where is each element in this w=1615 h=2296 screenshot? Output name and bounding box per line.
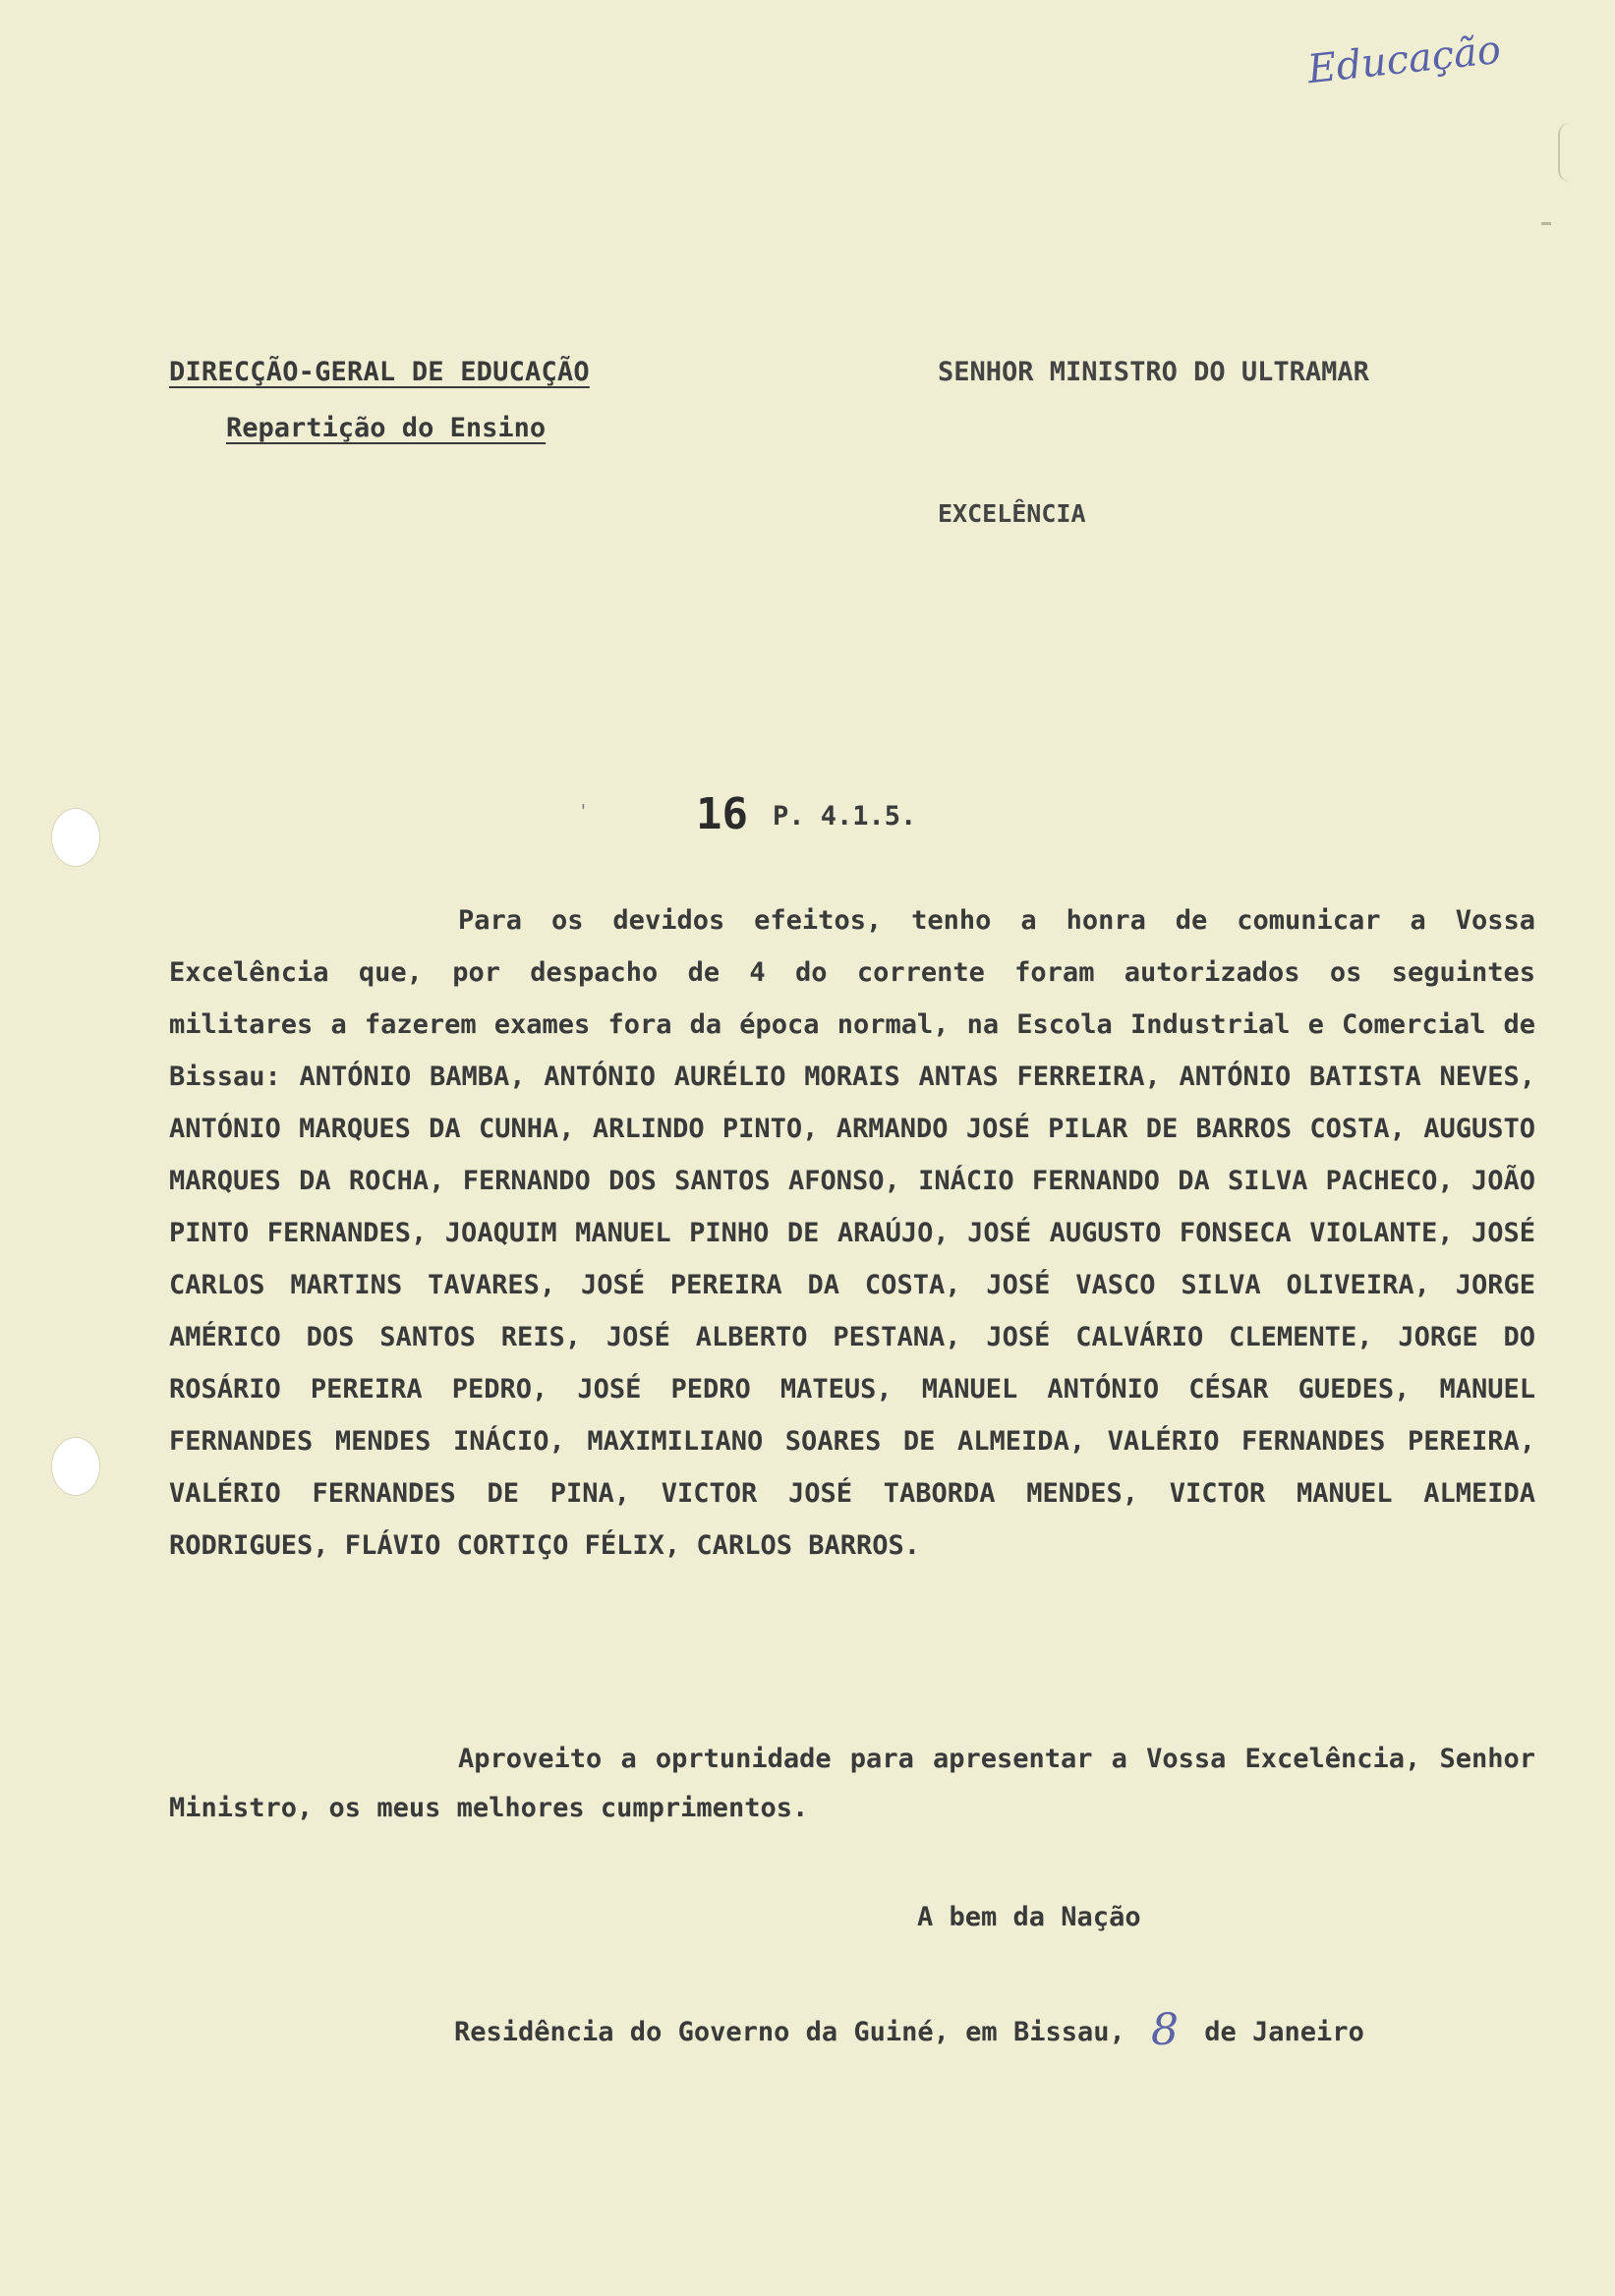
reference-tick: ' xyxy=(578,801,589,822)
paper-edge-dot xyxy=(1541,222,1551,225)
body-paragraph-1: Para os devidos efeitos, tenho a honra de comunicar a Vossa Excelência que, por despacho de 4 do corrente foram autorizados os seguintes militares a fazerem exames fora da época normal, na Escola Industrial e Comercial de Bissau: ANTÓNIO BAMBA, ANTÓNIO AURÉLIO MORAIS ANTAS FERREIRA, ANTÓNIO BATISTA NEVES, ANTÓNIO MARQUES DA CUNHA, ARLINDO PINTO, ARMANDO JOSÉ PILAR DE BARROS COSTA, AUGUSTO MARQUES DA ROCHA, FERNANDO DOS SANTOS AFONSO, INÁCIO FERNANDO DA SILVA PACHECO, JOÃO PINTO FERNANDES, JOAQUIM MANUEL PINHO DE ARAÚJO, JOSÉ AUGUSTO FONSECA VIOLANTE, JOSÉ CARLOS MARTINS TAVARES, JOSÉ PEREIRA DA COSTA, JOSÉ VASCO SILVA OLIVEIRA, JORGE AMÉRICO DOS SANTOS REIS, JOSÉ ALBERTO PESTANA, JOSÉ CALVÁRIO CLEMENTE, JORGE DO ROSÁRIO PEREIRA PEDRO, JOSÉ PEDRO MATEUS, MANUEL ANTÓNIO CÉSAR GUEDES, MANUEL FERNANDES MENDES INÁCIO, MAXIMILIANO SOARES DE ALMEIDA, VALÉRIO FERNANDES PEREIRA, VALÉRIO FERNANDES DE PINA, VICTOR JOSÉ TABORDA MENDES, VICTOR MANUEL ALMEIDA RODRIGUES, FLÁVIO CORTIÇO FÉLIX, CARLOS BARROS. xyxy=(169,905,1535,1561)
date-day-handwritten: 8 xyxy=(1151,2005,1179,2055)
date-month: de Janeiro xyxy=(1204,2017,1364,2047)
salutation: EXCELÊNCIA xyxy=(938,499,1086,528)
section-heading: Repartição do Ensino xyxy=(226,413,547,443)
addressee: SENHOR MINISTRO DO ULTRAMAR xyxy=(938,357,1369,387)
reference-code: P. 4.1.5. xyxy=(773,801,917,832)
date-line xyxy=(454,2005,1364,2055)
handwritten-annotation: Educação xyxy=(1305,27,1504,93)
date-place: Residência do Governo da Guiné, em Bissau, xyxy=(454,2017,1125,2047)
punch-hole-lower xyxy=(51,1437,100,1496)
paper-edge-mark xyxy=(1558,123,1582,182)
body-paragraph-2: Aproveito a oprtunidade para apresentar a Vossa Excelência, Senhor Ministro, os meus melhores cumprimentos. xyxy=(169,1744,1535,1823)
reference-number: 16 xyxy=(696,789,748,839)
closing-formula: A bem da Nação xyxy=(917,1902,1141,1932)
punch-hole-upper xyxy=(51,808,100,867)
department-heading: DIRECÇÃO-GERAL DE EDUCAÇÃO xyxy=(169,357,590,387)
